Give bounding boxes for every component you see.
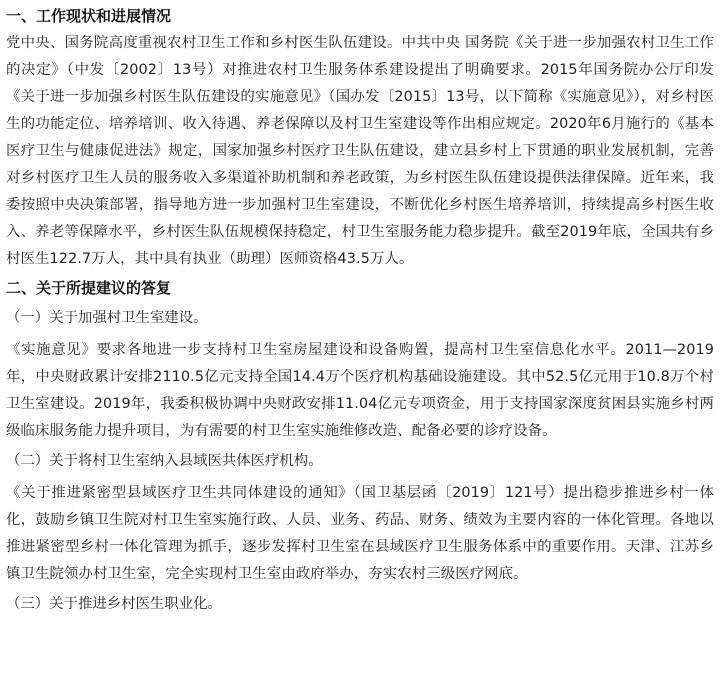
- section-heading-reply: 二、关于所提建议的答复: [6, 279, 172, 297]
- section-heading-status: 一、工作现状和进展情况: [6, 7, 172, 25]
- paragraph-clinic-construction: 《实施意见》要求各地进一步支持村卫生室房屋建设和设备购置，提高村卫生室信息化水平。2011—2019年，中央财政累计安排2110.5亿元支持全国14.4万个医疗机构基础设施建设。其中52.5亿元用于10.8万个村卫生室建设。2019年，我委积极协调中央财政安排11.04亿元专项资金，用于支持国家深度贫困县实施乡村两级临床服务能力提升项目，为有需要的村卫生室实施维修改造、配备必要的诊疗设备。: [6, 342, 714, 439]
- section-paragraph-status: 党中央、国务院高度重视农村卫生工作和乡村医生队伍建设。中共中央 国务院《关于进一步加强农村卫生工作的决定》（中发〔2002〕13号）对推进农村卫生服务体系建设提出了明确要求。2015年国务院办公厅印发《关于进一步加强乡村医生队伍建设的实施意见》（国办发〔2015〕13号，以下简称《实施意见》），对乡村医生的功能定位、培养培训、收入待遇、养老保障以及村卫生室建设等作出相应规定。2020年6月施行的《基本医疗卫生与健康促进法》规定，国家加强乡村医疗卫生队伍建设，建立县乡村上下贯通的职业发展机制，完善对乡村医疗卫生人员的服务收入多渠道补助机制和养老政策，为乡村医生队伍建设提供法律保障。近年来，我委按照中央决策部署，指导地方进一步加强村卫生室建设，不断优化乡村医生培养培训，持续提高乡村医生收入、养老等保障水平，乡村医生队伍规模保持稳定，村卫生室服务能力稳步提升。截至2019年底，全国共有乡村医生122.7万人，其中具有执业（助理）医师资格43.5万人。: [6, 35, 714, 267]
- subheading-rural-doctor-professionalization: （三）关于推进乡村医生职业化。: [6, 596, 222, 612]
- subheading-county-medical-alliance: （二）关于将村卫生室纳入县域医共体医疗机构。: [6, 453, 323, 469]
- subheading-clinic-construction: （一）关于加强村卫生室建设。: [6, 310, 208, 326]
- paragraph-county-medical-alliance: 《关于推进紧密型县域医疗卫生共同体建设的通知》（国卫基层函〔2019〕121号）提出稳步推进乡村一体化，鼓励乡镇卫生院对村卫生室实施行政、人员、业务、药品、财务、绩效为主要内容的一体化管理。各地以推进紧密型乡村一体化管理为抓手，逐步发挥村卫生室在县域医疗卫生服务体系中的重要作用。天津、江苏乡镇卫生院领办村卫生室，完全实现村卫生室由政府举办，夯实农村三级医疗网底。: [6, 485, 714, 582]
